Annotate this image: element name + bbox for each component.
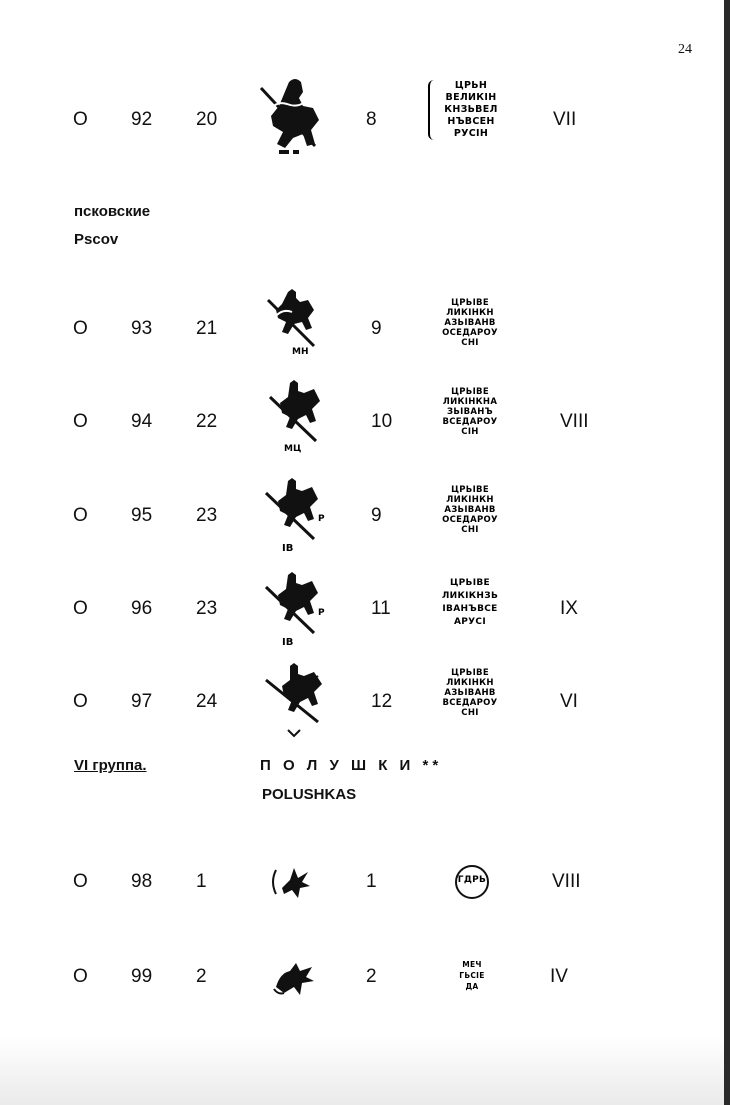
svg-text:ІВ: ІВ bbox=[282, 637, 294, 647]
row-letter: O bbox=[73, 966, 88, 987]
scan-shadow bbox=[0, 1035, 724, 1105]
reverse-line: ВСЕДАРОУ bbox=[442, 698, 498, 708]
reverse-inscription bbox=[452, 862, 492, 902]
coin-row bbox=[0, 467, 724, 567]
page-edge bbox=[724, 0, 730, 1105]
row-letter: O bbox=[73, 318, 88, 339]
row-number: 99 bbox=[131, 966, 153, 987]
coin-row bbox=[0, 654, 724, 754]
reverse-line: РУСІН bbox=[453, 128, 489, 139]
coin-row bbox=[0, 70, 724, 170]
coin-row bbox=[0, 373, 724, 473]
row-type: 1 bbox=[196, 871, 207, 892]
row-variant: 1 bbox=[366, 871, 377, 892]
row-number: 96 bbox=[131, 598, 153, 619]
reverse-line: АРУСІ bbox=[454, 617, 486, 627]
reverse-line: ДА bbox=[465, 982, 479, 991]
reverse-line: МЕЧ bbox=[462, 960, 482, 969]
reverse-inscription bbox=[428, 577, 512, 649]
group-label: VI группа. bbox=[74, 757, 147, 774]
obverse-horseman-spear-icon bbox=[260, 571, 330, 647]
row-number: 95 bbox=[131, 505, 153, 526]
reverse-line: ЦРЬІВЕ bbox=[451, 485, 489, 495]
reverse-line: ЛИКІКНЗЬ bbox=[441, 591, 499, 601]
row-grade: IX bbox=[560, 598, 578, 619]
row-grade: IV bbox=[550, 966, 568, 987]
row-letter: O bbox=[73, 871, 88, 892]
svg-text:ІВ: ІВ bbox=[282, 543, 294, 553]
coin-row bbox=[0, 561, 724, 661]
row-grade: VIII bbox=[552, 871, 581, 892]
row-variant: 12 bbox=[371, 691, 393, 712]
reverse-line: ГДРЬ bbox=[457, 875, 487, 885]
obverse-horseman-spear-icon bbox=[253, 74, 325, 164]
reverse-inscription bbox=[448, 959, 496, 1003]
reverse-line: ВЕЛИКІН bbox=[445, 92, 497, 103]
obverse-horseman-spear-icon bbox=[260, 662, 330, 738]
row-letter: O bbox=[73, 598, 88, 619]
row-type: 20 bbox=[196, 109, 218, 130]
coin-row bbox=[0, 840, 724, 940]
row-grade: VII bbox=[553, 109, 577, 130]
coin-row bbox=[0, 935, 724, 1035]
reverse-line: СНІ bbox=[461, 525, 479, 535]
coin-row bbox=[0, 280, 724, 380]
row-number: 92 bbox=[131, 109, 153, 130]
reverse-line: ЛИКІНКН bbox=[446, 308, 494, 318]
reverse-line: ЦРЬІВЕ bbox=[450, 578, 490, 588]
row-variant: 9 bbox=[371, 505, 382, 526]
row-variant: 11 bbox=[371, 598, 391, 619]
reverse-line: ОСЕДАРОУ bbox=[442, 328, 498, 338]
reverse-line: ЗЬІВАНЪ bbox=[447, 407, 493, 417]
reverse-line: СНІ bbox=[461, 338, 479, 348]
row-number: 93 bbox=[131, 318, 153, 339]
reverse-line: ЦРЬН bbox=[454, 80, 488, 91]
row-letter: O bbox=[73, 505, 88, 526]
row-type: 22 bbox=[196, 411, 218, 432]
row-grade: VIII bbox=[560, 411, 589, 432]
row-letter: O bbox=[73, 411, 88, 432]
row-letter: O bbox=[73, 691, 88, 712]
reverse-inscription bbox=[428, 80, 512, 152]
svg-text:МН: МН bbox=[292, 347, 309, 357]
row-variant: 2 bbox=[366, 966, 377, 987]
row-type: 21 bbox=[196, 318, 218, 339]
row-number: 98 bbox=[131, 871, 153, 892]
row-letter: O bbox=[73, 109, 88, 130]
section-heading-polushki-en: POLUSHKAS bbox=[262, 786, 357, 803]
reverse-line: АЗЬІВАНВ bbox=[444, 505, 496, 515]
section-heading-pskov-ru: псковские bbox=[74, 203, 151, 220]
reverse-line: ЦРЬІВЕ bbox=[451, 298, 489, 308]
row-number: 94 bbox=[131, 411, 153, 432]
reverse-line: ВСЕДАРОУ bbox=[442, 417, 498, 427]
svg-text:Р: Р bbox=[318, 514, 325, 524]
section-heading-pskov-en: Pscov bbox=[74, 231, 119, 248]
obverse-horseman-spear-icon bbox=[262, 379, 324, 453]
row-type: 2 bbox=[196, 966, 207, 987]
reverse-line: ЛИКІНКНА bbox=[442, 397, 498, 407]
row-variant: 9 bbox=[371, 318, 382, 339]
reverse-line: ІВАНЪВСЕ bbox=[442, 604, 498, 614]
obverse-bird-icon bbox=[270, 862, 314, 902]
reverse-line: АЗЬІВАНВ bbox=[444, 318, 496, 328]
reverse-inscription bbox=[428, 485, 512, 557]
reverse-inscription bbox=[428, 668, 512, 740]
reverse-line: ОСЕДАРОУ bbox=[442, 515, 498, 525]
reverse-inscription bbox=[428, 298, 512, 370]
section-heading-polushki-ru: П О Л У Ш К И ** bbox=[260, 757, 443, 774]
page-number: 24 bbox=[678, 42, 692, 57]
reverse-line: ЛИКІНКН bbox=[446, 495, 494, 505]
reverse-line: ЛИКІНКН bbox=[446, 678, 494, 688]
reverse-line: АЗЬІВАНВ bbox=[444, 688, 496, 698]
row-grade: VI bbox=[560, 691, 578, 712]
reverse-line: КНЗЬВЕЛ bbox=[444, 104, 498, 115]
row-variant: 8 bbox=[366, 109, 377, 130]
reverse-line: ЦРЬІВЕ bbox=[451, 387, 489, 397]
obverse-horseman-spear-icon bbox=[260, 477, 330, 553]
reverse-line: ЦРЬІВЕ bbox=[451, 668, 489, 678]
reverse-line: ГЬСІЕ bbox=[459, 971, 485, 980]
reverse-line: СІН bbox=[461, 427, 479, 437]
reverse-inscription bbox=[428, 387, 512, 459]
reverse-line: СНІ bbox=[461, 708, 479, 718]
row-type: 24 bbox=[196, 691, 218, 712]
row-variant: 10 bbox=[371, 411, 393, 432]
row-type: 23 bbox=[196, 505, 218, 526]
svg-text:Р: Р bbox=[318, 608, 325, 618]
obverse-horseman-spear-icon bbox=[262, 288, 322, 358]
obverse-bird-icon bbox=[272, 959, 318, 999]
reverse-line: НЪВСЕН bbox=[447, 116, 495, 127]
row-type: 23 bbox=[196, 598, 218, 619]
svg-text:МЦ: МЦ bbox=[284, 444, 302, 453]
row-number: 97 bbox=[131, 691, 153, 712]
